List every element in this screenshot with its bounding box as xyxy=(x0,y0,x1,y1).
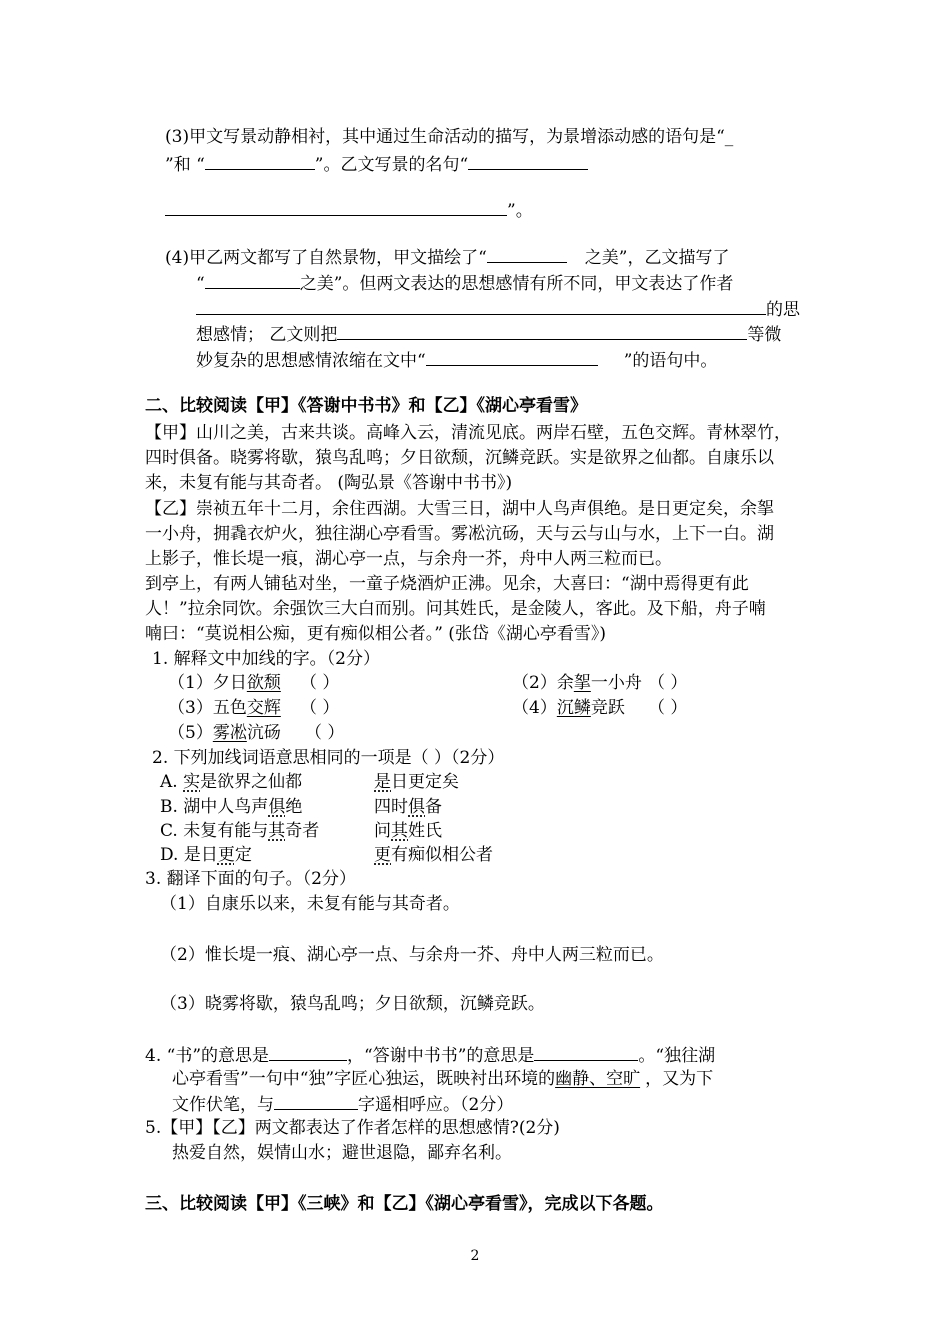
q4-line3-text: 的思 xyxy=(766,300,800,320)
yi-line-5: 人！”拉余同饮。余强饮三大白而别。问其姓氏，是金陵人，客此。及下船，舟子喃 xyxy=(145,599,766,619)
s2-q2-option-c-b xyxy=(374,820,442,842)
q4-blank-1[interactable] xyxy=(487,245,567,263)
q-text: 。“独往湖 xyxy=(638,1046,716,1066)
q-text: 文作伏笔，与 xyxy=(172,1095,274,1115)
s2-q4-line2 xyxy=(172,1068,713,1090)
q4-blank-2[interactable] xyxy=(205,271,300,289)
q-text: 字遥相呼应。（2分） xyxy=(358,1095,514,1115)
jia-line-3: 来，未复有能与其奇者。 (陶弘景《答谢中书书》) xyxy=(145,473,513,493)
item-text: （1）夕日 xyxy=(168,673,247,693)
s2-q2-option-a xyxy=(160,771,302,793)
marked-word: 其 xyxy=(268,821,286,841)
option-text: 奇者 xyxy=(285,821,320,841)
marked-word: 交辉 xyxy=(246,698,281,718)
q4-line3 xyxy=(196,297,800,321)
s2-q2-option-c xyxy=(160,820,319,842)
marked-word: 雾凇 xyxy=(212,723,247,743)
option-text: 备 xyxy=(425,797,442,817)
s2-q2-option-b xyxy=(160,796,302,818)
item-text: （3）五色 xyxy=(168,698,247,718)
s2-q1-item-1-paren[interactable]: （ ） xyxy=(300,673,340,693)
q-text: 心亭看雪”一句中“独”字匠心独运，既映衬出环境的 xyxy=(172,1069,556,1089)
section2-title: 二、比较阅读【甲】《答谢中书书》和【乙】《湖心亭看雪》 xyxy=(145,396,587,416)
s2-q4-line1 xyxy=(145,1043,715,1067)
s2-q1-item-1 xyxy=(168,672,281,694)
marked-word: 实 xyxy=(183,772,201,792)
option-text: 日更定矣 xyxy=(391,772,459,792)
s2-q3-stem: 3. 翻译下面的句子。（2分） xyxy=(145,869,356,889)
s2-q1-item-5 xyxy=(168,722,281,744)
q3-line3-text: ”。 xyxy=(507,201,533,221)
s2-q1-item-2 xyxy=(512,672,642,694)
q4-line4 xyxy=(196,322,781,346)
q3-blank-3[interactable] xyxy=(165,198,507,216)
jia-line-1: 【甲】山川之美，古来共谈。高峰入云，清流见底。两岸石壁，五色交辉。青林翠竹， xyxy=(145,423,791,443)
q3-blank-1[interactable] xyxy=(205,152,315,170)
s2-q1-item-5-paren[interactable]: （ ） xyxy=(305,723,345,743)
yi-line-4: 到亭上，有两人铺毡对坐，一童子烧酒炉正沸。见余，大喜曰：“湖中焉得更有此 xyxy=(145,574,749,594)
s2-q1-item-4 xyxy=(512,697,625,719)
option-text: D. 是日 xyxy=(160,845,218,865)
q4-line1 xyxy=(165,245,729,269)
marked-word: 挐 xyxy=(573,673,591,693)
option-text: 是欲界之仙都 xyxy=(200,772,303,792)
s2-q4-blank-1[interactable] xyxy=(269,1043,347,1061)
yi-line-2: 一小舟，拥毳衣炉火，独往湖心亭看雪。雾凇沆砀，天与云与山与水，上下一白。湖 xyxy=(145,524,774,544)
s2-q2-stem: 2. 下列加线词语意思相同的一项是（ ）（2分） xyxy=(152,748,505,768)
s2-q3-item-1: （1）自康乐以来，未复有能与其奇者。 xyxy=(160,894,460,914)
s2-q3-item-3: （3）晓雾将歇，猿鸟乱鸣；夕日欲颓，沉鳞竞跃。 xyxy=(160,994,545,1014)
q-text: ，又为下 xyxy=(645,1069,714,1089)
marked-word: 其 xyxy=(391,821,408,841)
item-text: 竞跃 xyxy=(590,698,625,718)
s2-q4-line3 xyxy=(172,1092,513,1116)
yi-line-6: 喃曰：“莫说相公痴，更有痴似相公者。” (张岱《湖心亭看雪》) xyxy=(145,624,607,644)
q-text: 4. “书”的意思是 xyxy=(145,1046,270,1066)
item-text: 一小舟 xyxy=(590,673,642,693)
section3-title: 三、比较阅读【甲】《三峡》和【乙】《湖心亭看雪》，完成以下各题。 xyxy=(145,1194,664,1214)
q3-blank-2[interactable] xyxy=(468,152,588,170)
s2-q2-option-d xyxy=(160,844,252,866)
s2-q1-item-4-paren[interactable]: （ ） xyxy=(648,698,688,718)
marked-word: 沉鳞 xyxy=(556,698,591,718)
s2-q2-option-b-b xyxy=(374,796,442,818)
s2-q3-item-2: （2）惟长堤一痕、湖心亭一点、与余舟一芥、舟中人两三粒而已。 xyxy=(160,945,664,965)
marked-word: 是 xyxy=(374,772,391,792)
q3-line2-text-a: ”和 “ xyxy=(165,155,205,175)
s2-q2-option-d-b xyxy=(374,844,493,866)
item-text: （5） xyxy=(168,723,213,743)
s2-q2-option-a-b xyxy=(374,771,459,793)
option-text: B. 湖中人鸟声 xyxy=(160,797,269,817)
q4-blank-5[interactable] xyxy=(426,348,598,366)
s2-q4-blank-3[interactable] xyxy=(274,1092,358,1110)
jia-line-2: 四时俱备。晓雾将歇，猿鸟乱鸣；夕日欲颓，沉鳞竞跃。实是欲界之仙都。自康乐以 xyxy=(145,448,774,468)
q4-line2 xyxy=(196,271,733,295)
item-text: （2）余 xyxy=(512,673,574,693)
option-text: 四时 xyxy=(374,797,408,817)
q3-line1: (3)甲文写景动静相衬，其中通过生命活动的描写，为景增添动感的语句是“_ xyxy=(165,127,734,147)
s2-q1-item-3 xyxy=(168,697,281,719)
s2-q5-answer: 热爱自然，娱情山水；避世退隐，鄙弃名利。 xyxy=(172,1143,512,1163)
q3-line2 xyxy=(165,152,588,176)
q4-line5 xyxy=(196,348,717,372)
option-text: 问 xyxy=(374,821,391,841)
option-text: C. 未复有能与 xyxy=(160,821,269,841)
q4-blank-4[interactable] xyxy=(337,322,747,340)
q4-line1-text-b: 之美”，乙文描写了 xyxy=(584,248,730,268)
marked-word: 更 xyxy=(374,845,391,865)
s2-q5-stem: 5.【甲】【乙】两文都表达了作者怎样的思想感情?(2分) xyxy=(145,1118,560,1138)
yi-line-1: 【乙】崇祯五年十二月，余住西湖。大雪三日，湖中人鸟声俱绝。是日更定矣，余挐 xyxy=(145,499,774,519)
option-text: 绝 xyxy=(285,797,303,817)
q4-line4-text-a: 想感情； 乙文则把 xyxy=(196,325,338,345)
marked-word: 欲颓 xyxy=(246,673,281,693)
q-text: ，“答谢中书书”的意思是 xyxy=(347,1046,535,1066)
item-text: 沆砀 xyxy=(246,723,281,743)
q4-line5-text-b: ”的语句中。 xyxy=(623,351,718,371)
option-text: A. xyxy=(160,772,184,792)
q4-line1-text-a: (4)甲乙两文都写了自然景物，甲文描绘了“ xyxy=(165,248,487,268)
marked-word: 俱 xyxy=(268,797,286,817)
option-text: 姓氏 xyxy=(408,821,442,841)
s2-q4-answer-1: 幽静、空旷 xyxy=(555,1069,641,1089)
q4-line4-text-b: 等微 xyxy=(747,325,782,345)
q4-line5-text-a: 妙复杂的思想感情浓缩在文中“ xyxy=(196,351,426,371)
page-number: 2 xyxy=(470,1248,480,1264)
option-text: 有痴似相公者 xyxy=(391,845,493,865)
s2-q4-blank-2[interactable] xyxy=(534,1043,638,1061)
marked-word: 俱 xyxy=(408,797,425,817)
q3-line3 xyxy=(165,198,533,222)
q4-line2-text-b: 之美”。但两文表达的思想感情有所不同，甲文表达了作者 xyxy=(299,274,734,294)
q3-line2-text-b: ”。乙文写景的名句“ xyxy=(314,155,469,175)
q4-line2-text-a: “ xyxy=(196,274,205,294)
s2-q1-item-3-paren[interactable]: （ ） xyxy=(300,698,340,718)
option-text: 定 xyxy=(234,845,252,865)
s2-q1-item-2-paren[interactable]: （ ） xyxy=(648,673,688,693)
item-text: （4） xyxy=(512,698,557,718)
marked-word: 更 xyxy=(217,845,235,865)
q4-blank-3[interactable] xyxy=(196,297,766,315)
s2-q1-stem: 1. 解释文中加线的字。（2分） xyxy=(152,649,380,669)
yi-line-3: 上影子，惟长堤一痕，湖心亭一点，与余舟一芥，舟中人两三粒而已。 xyxy=(145,549,672,569)
